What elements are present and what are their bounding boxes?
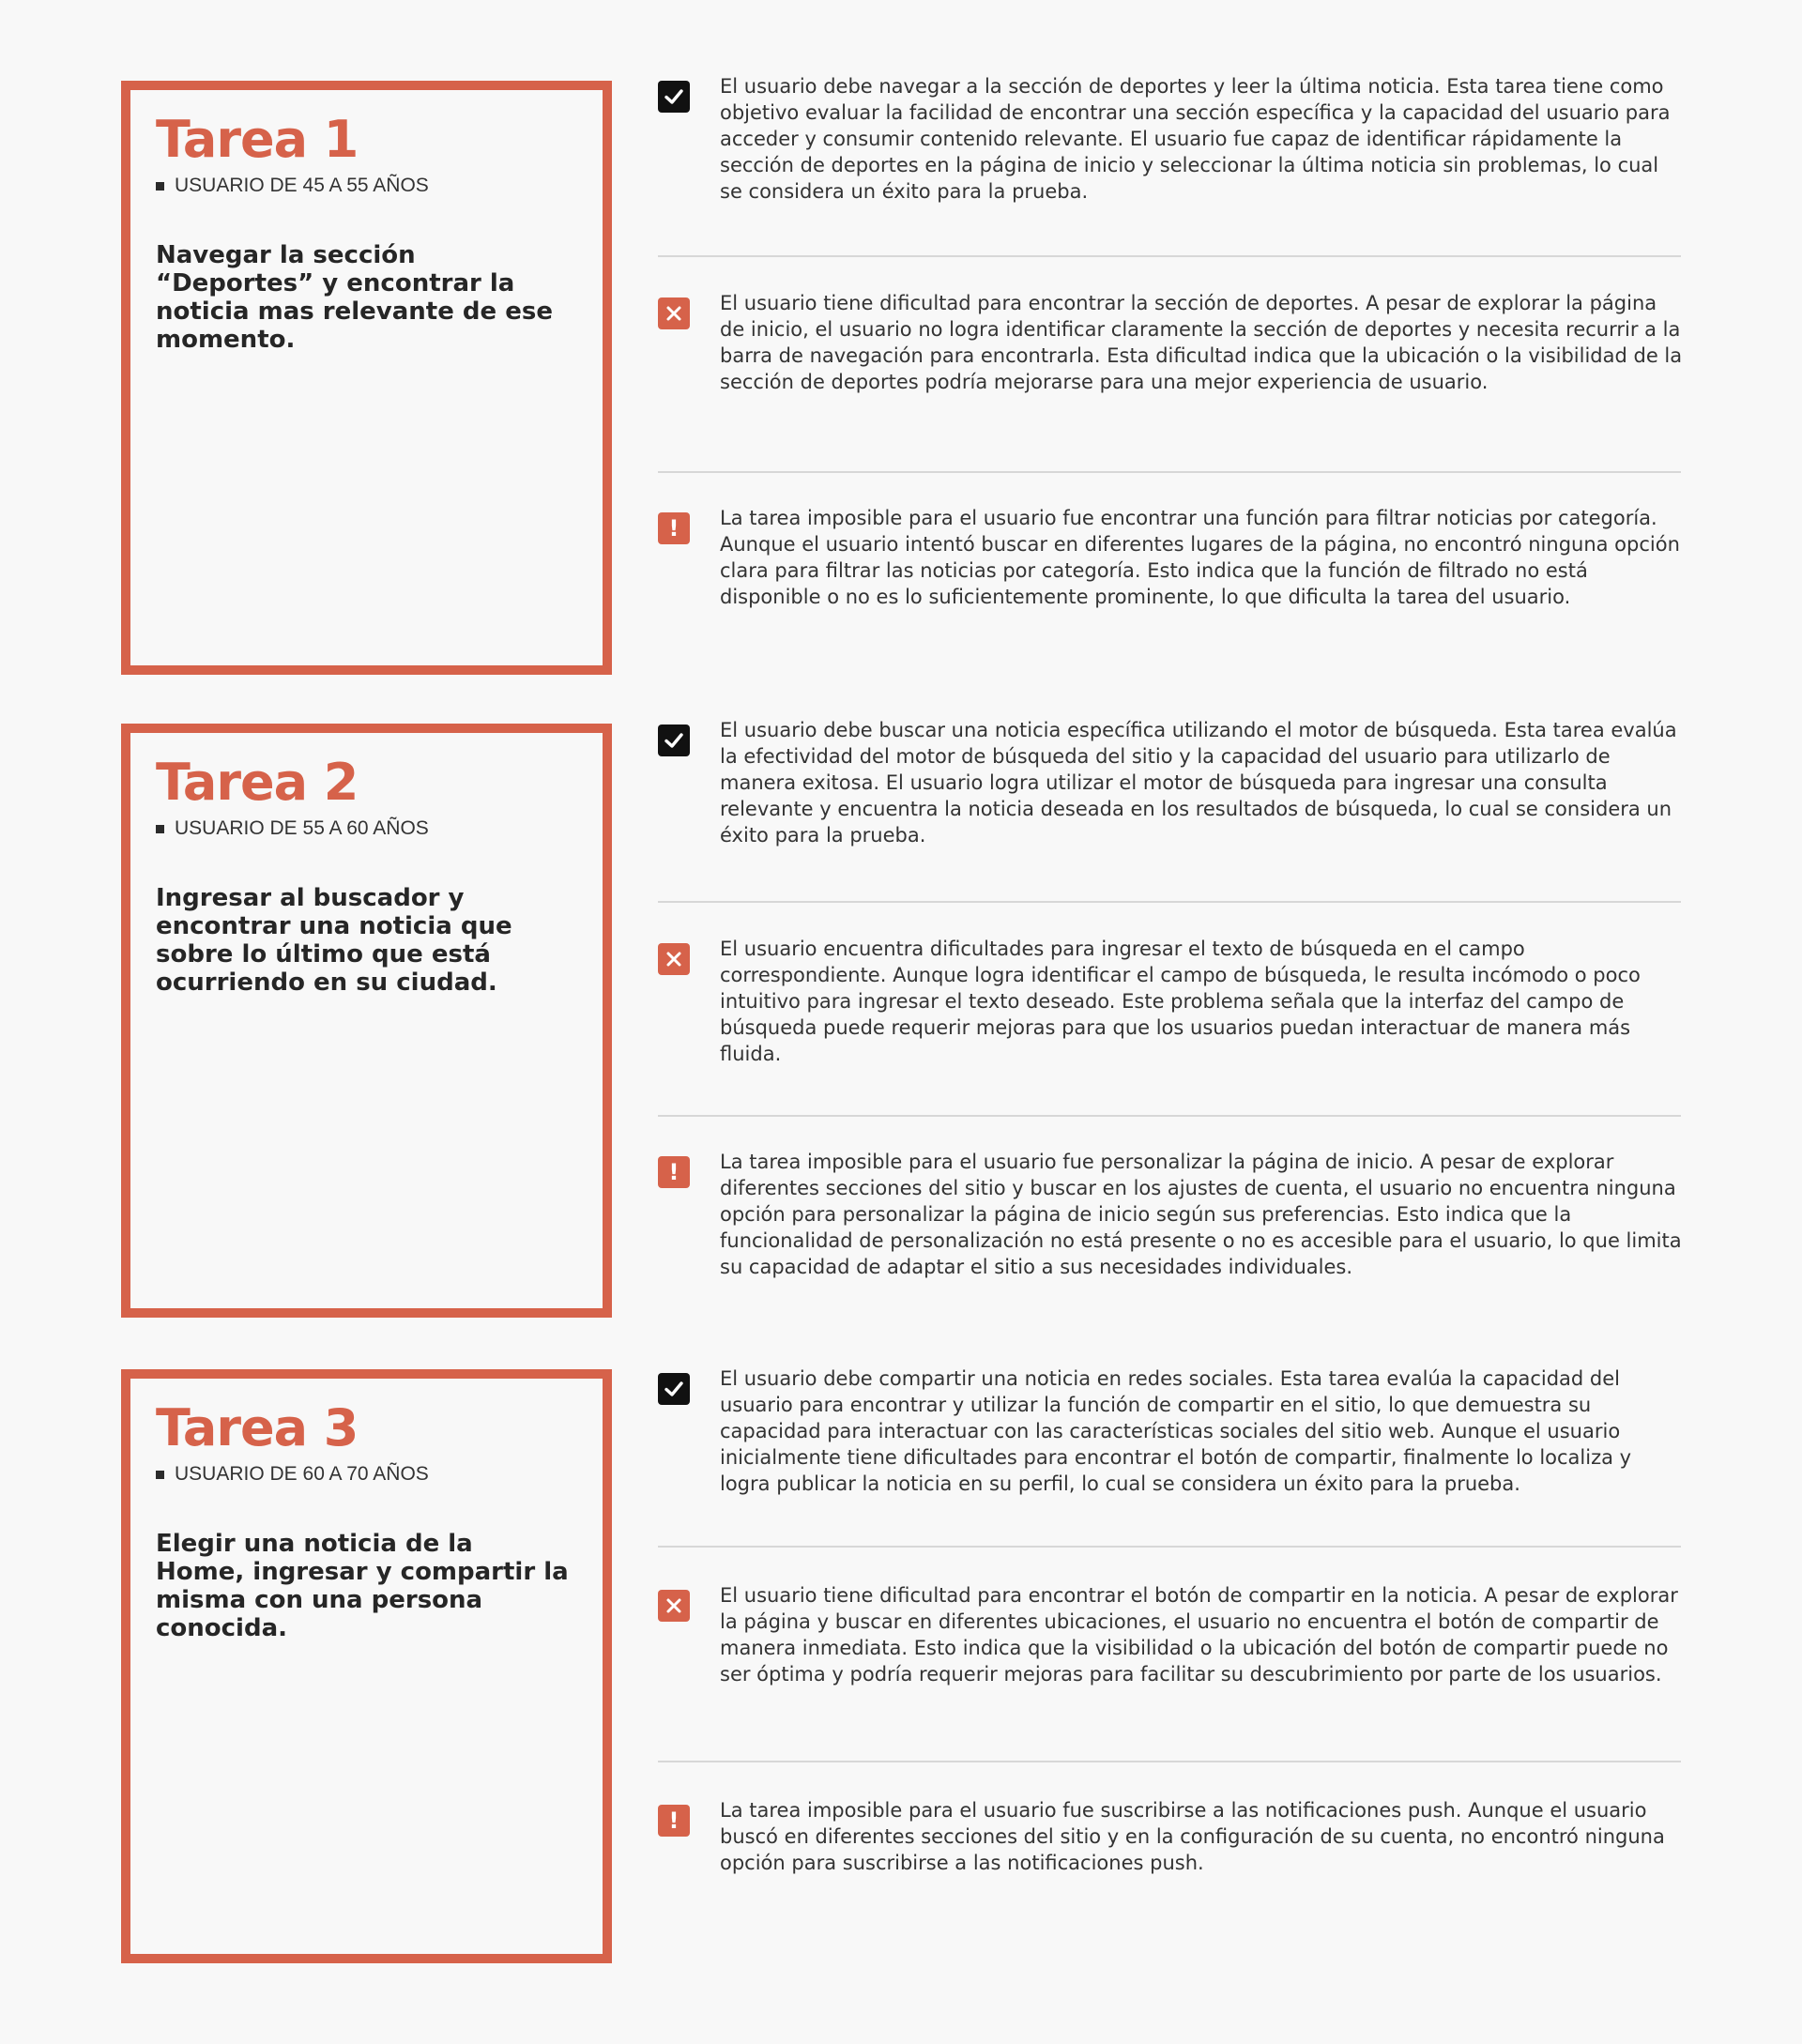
task-user-text: USUARIO DE 55 A 60 AÑOS: [175, 817, 429, 839]
task-user-label: [156, 817, 429, 840]
divider: [658, 471, 1681, 473]
result-text: La tarea imposible para el usuario fue encontrar una función para filtrar noticias por categoría. Aunque el usuario intentó buscar en diferentes lugares de la página, no encontró ninguna opción clara para filtrar las noticias por categoría. Esto indica que la función de filtrado no está disponible o no es lo suficientemente prominente, lo que dificulta la tarea del usuario.: [720, 507, 1680, 608]
task-title: Tarea 3: [156, 1398, 359, 1457]
task-description: Elegir una noticia de la Home, ingresar y compartir la misma con una persona conocida.: [156, 1530, 569, 1642]
task-card: [121, 724, 612, 1318]
task-card: [121, 81, 612, 675]
checkbox-checked-icon: [658, 725, 690, 756]
task-user-text: USUARIO DE 60 A 70 AÑOS: [175, 1463, 429, 1485]
result-text: El usuario debe buscar una noticia específica utilizando el motor de búsqueda. Esta tarea evalúa la efectividad del motor de búsqueda del sitio y la capacidad del usuario para utilizarlo de manera exitosa. El usuario logra utilizar el motor de búsqueda para ingresar una consulta relevante y encuentra la noticia deseada en los resultados de búsqueda, lo cual se considera un éxito para la prueba.: [720, 719, 1677, 847]
result-text: El usuario debe compartir una noticia en redes sociales. Esta tarea evalúa la capacidad del usuario para encontrar y utilizar la función de compartir en el sitio, lo que demuestra su capacidad para interactuar con las características sociales del sitio web. Aunque el usuario inicialmente tiene dificultades para encontrar el botón de compartir, finalmente lo localiza y logra publicar la noticia en su perfil, lo cual se considera un éxito para la prueba.: [720, 1367, 1632, 1495]
divider: [658, 1546, 1681, 1548]
task-title: Tarea 2: [156, 753, 359, 812]
exclamation-icon: !: [658, 1156, 690, 1188]
task-user-label: [156, 175, 429, 197]
task-description: Navegar la sección “Deportes” y encontrar la noticia mas relevante de ese momento.: [156, 241, 553, 354]
task-user-label: [156, 1463, 429, 1486]
result-text: El usuario tiene dificultad para encontrar la sección de deportes. A pesar de explorar la página de inicio, el usuario no logra identificar claramente la sección de deportes y necesita recurrir a la barra de navegación para encontrarla. Esta dificultad indica que la ubicación o la visibilidad de la sección de deportes podría mejorarse para una mejor experiencia de usuario.: [720, 292, 1683, 393]
task-description: Ingresar al buscador y encontrar una noticia que sobre lo último que está ocurriendo en su ciudad.: [156, 884, 512, 997]
divider: [658, 1115, 1681, 1117]
result-text: El usuario debe navegar a la sección de deportes y leer la última noticia. Esta tarea tiene como objetivo evaluar la facilidad de encontrar una sección específica y la capacidad del usuario para acceder y consumir contenido relevante. El usuario fue capaz de identificar rápidamente la sección de deportes en la página de inicio y seleccionar la última noticia sin problemas, lo cual se considera un éxito para la prueba.: [720, 75, 1671, 203]
result-text: La tarea imposible para el usuario fue personalizar la página de inicio. A pesar de explorar diferentes secciones del sitio y buscar en los ajustes de cuenta, el usuario no encuentra ninguna opción para personalizar la página de inicio según sus preferencias. Esto indica que la funcionalidad de personalización no está presente o no es accesible para el usuario, lo que limita su capacidad de adaptar el sitio a sus necesidades individuales.: [720, 1151, 1682, 1278]
bullet-icon: [156, 1471, 164, 1479]
divider: [658, 1761, 1681, 1762]
result-text: El usuario tiene dificultad para encontrar el botón de compartir en la noticia. A pesar de explorar la página y buscar en diferentes ubicaciones, el usuario no encuentra el botón de compartir de manera inmediata. Esto indica que la visibilidad o la ubicación del botón de compartir puede no ser óptima y podría requerir mejoras para facilitar su descubrimiento por parte de los usuarios.: [720, 1584, 1678, 1686]
exclamation-icon: !: [658, 512, 690, 544]
divider: [658, 255, 1681, 257]
bullet-icon: [156, 182, 164, 191]
result-text: El usuario encuentra dificultades para ingresar el texto de búsqueda en el campo correspondiente. Aunque logra identificar el campo de búsqueda, le resulta incómodo o poco intuitivo para ingresar el texto deseado. Este problema señala que la interfaz del campo de búsqueda puede requerir mejoras para que los usuarios puedan interactuar de manera más fluida.: [720, 938, 1641, 1065]
task-user-text: USUARIO DE 45 A 55 AÑOS: [175, 175, 429, 196]
task-title: Tarea 1: [156, 110, 359, 169]
close-x-icon: [658, 297, 690, 329]
close-x-icon: [658, 1590, 690, 1622]
divider: [658, 901, 1681, 903]
close-x-icon: [658, 943, 690, 975]
bullet-icon: [156, 825, 164, 833]
task-card: [121, 1369, 612, 1963]
checkbox-checked-icon: [658, 1373, 690, 1405]
result-text: La tarea imposible para el usuario fue suscribirse a las notificaciones push. Aunque el usuario buscó en diferentes secciones del sitio y en la configuración de su cuenta, no encontró ninguna opción para suscribirse a las notificaciones push.: [720, 1799, 1665, 1874]
checkbox-checked-icon: [658, 81, 690, 113]
exclamation-icon: !: [658, 1805, 690, 1837]
